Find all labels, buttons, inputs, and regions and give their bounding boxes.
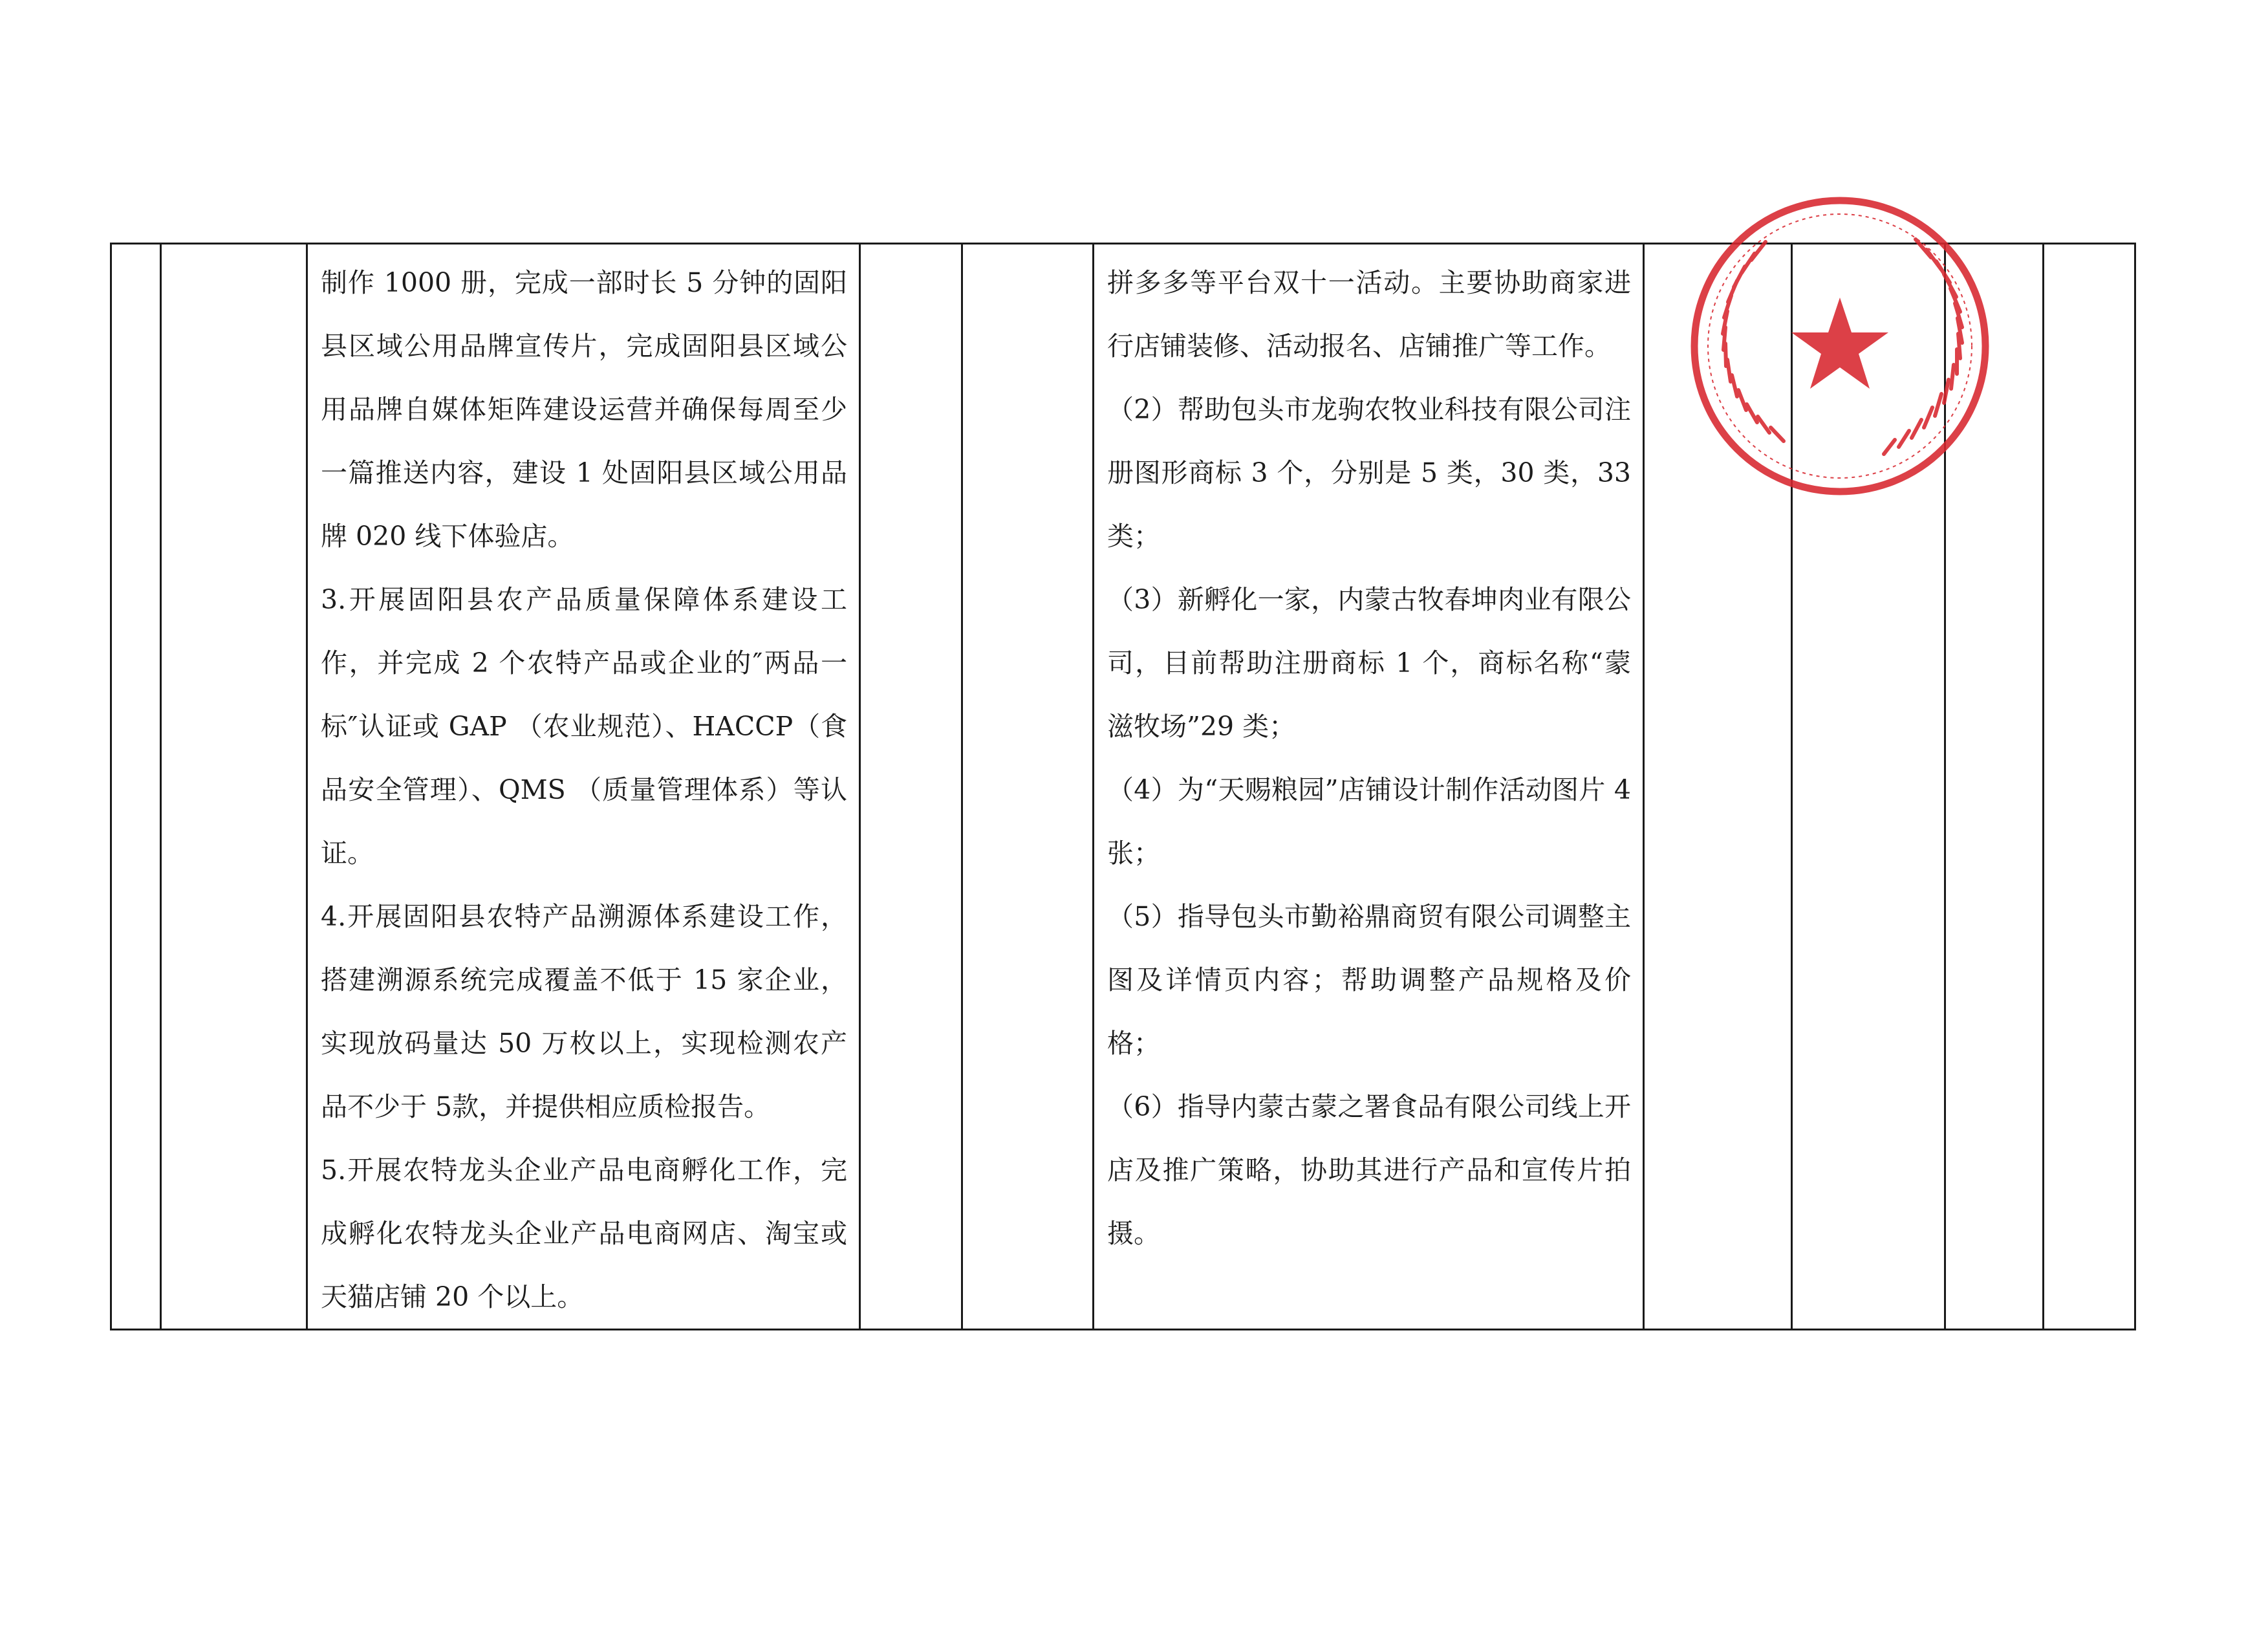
task-paragraph: 4.开展固阳县农特产品溯源体系建设工作，搭建溯源系统完成覆盖不低于 15 家企业，实现放码量达 50 万枚以上，实现检测农产品不少于 5款，并提供相应质检报告。	[321, 901, 847, 1122]
table-row	[111, 244, 2135, 1330]
progress-paragraph: （5）指导包头市勤裕鼎商贸有限公司调整主图及详情页内容；帮助调整产品规格及价格；	[1107, 901, 1631, 1059]
work-plan-table	[110, 243, 2136, 1330]
progress-paragraph: （6）指导内蒙古蒙之署食品有限公司线上开店及推广策略，协助其进行产品和宣传片拍摄。	[1107, 1091, 1631, 1249]
empty-cell	[2044, 244, 2135, 1330]
empty-cell	[962, 244, 1094, 1330]
task-paragraph: 5.开展农特龙头企业产品电商孵化工作，完成孵化农特龙头企业产品电商网店、淘宝或天猫店铺 20 个以上。	[321, 1155, 847, 1312]
progress-paragraph: （3）新孵化一家，内蒙古牧春坤肉业有限公司，目前帮助注册商标 1 个，商标名称“蒙滋牧场”29 类；	[1107, 584, 1631, 742]
empty-cell	[860, 244, 962, 1330]
empty-cell	[111, 244, 161, 1330]
progress-paragraph: 拼多多等平台双十一活动。主要协助商家进行店铺装修、活动报名、店铺推广等工作。	[1107, 267, 1631, 362]
empty-cell	[161, 244, 307, 1330]
task-paragraph: 制作 1000 册，完成一部时长 5 分钟的固阳县区域公用品牌宣传片，完成固阳县区域公用品牌自媒体矩阵建设运营并确保每周至少一篇推送内容，建设 1 处固阳县区域公用品牌 020 线下体验店。	[321, 267, 847, 552]
task-paragraph: 3.开展固阳县农产品质量保障体系建设工作，并完成 2 个农特产品或企业的″两品一标″认证或 GAP （农业规范）、HACCP（食品安全管理）、QMS （质量管理体系）等认证。	[321, 584, 847, 869]
empty-cell	[1945, 244, 2044, 1330]
progress-paragraph: （2）帮助包头市龙驹农牧业科技有限公司注册图形商标 3 个，分别是 5 类，30 类，33 类；	[1107, 394, 1631, 552]
progress-content-cell	[1094, 244, 1644, 1330]
task-content-cell	[307, 244, 860, 1330]
empty-cell	[1792, 244, 1945, 1330]
empty-cell	[1644, 244, 1792, 1330]
progress-paragraph: （4）为“天赐粮园”店铺设计制作活动图片 4 张；	[1107, 774, 1631, 869]
